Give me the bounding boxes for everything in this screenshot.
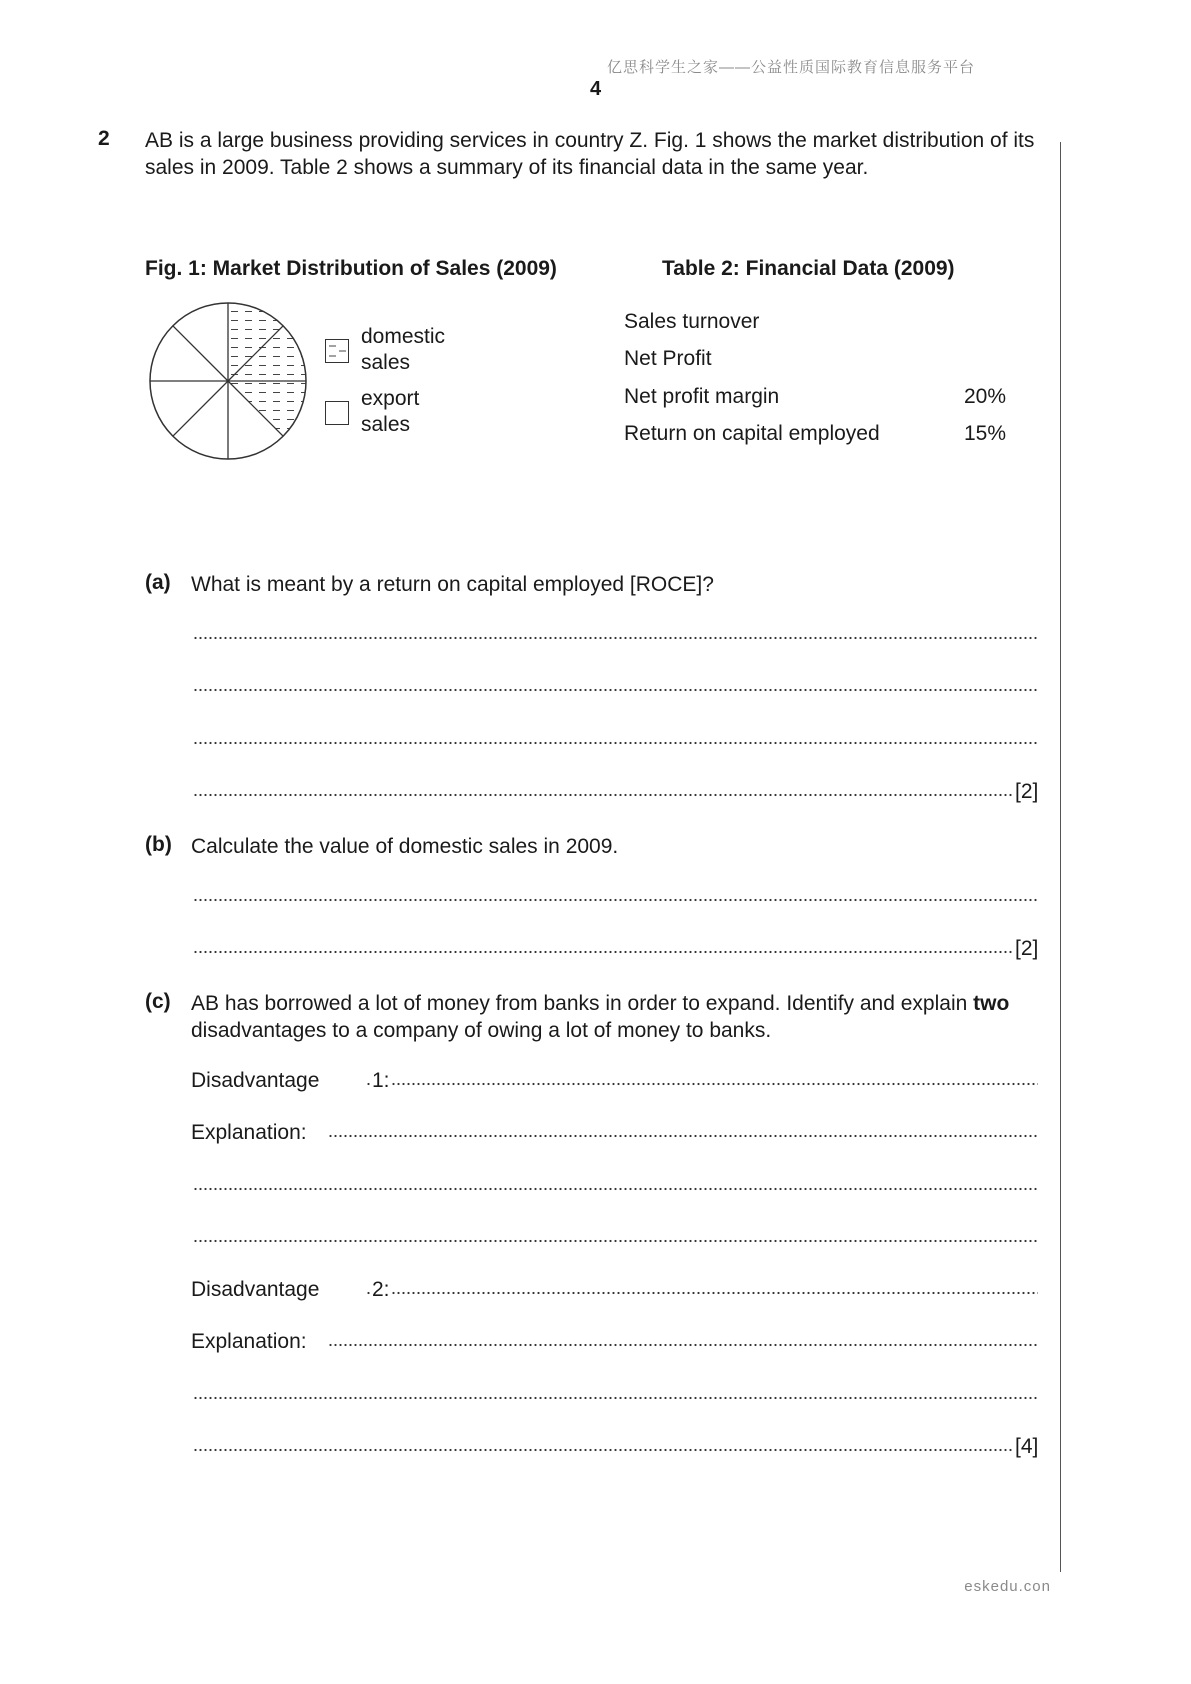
part-a-label: (a) xyxy=(145,571,171,594)
explanation-1-label: Explanation: xyxy=(191,1121,307,1144)
disadvantage-1-label: Disadvantage xyxy=(191,1069,320,1092)
legend-export-line2: sales xyxy=(361,413,411,436)
footer-site: eskedu.con xyxy=(964,1578,1051,1595)
answer-line-c-e2c[interactable] xyxy=(193,1444,1013,1456)
answer-line-a4[interactable] xyxy=(193,789,1013,801)
answer-line-c-e1b[interactable] xyxy=(193,1183,1038,1195)
part-c-text-after: disadvantages to a company of owing a lot of money to banks. xyxy=(191,1019,772,1042)
part-c-text-before: AB has borrowed a lot of money from banks in order to expand. Identify and explain xyxy=(191,992,974,1015)
answer-line-a2[interactable] xyxy=(193,684,1038,696)
legend-export-label xyxy=(361,386,419,438)
pie-chart xyxy=(145,298,311,464)
disadvantage-2-number: 2: xyxy=(372,1278,390,1301)
answer-line-c-d1[interactable] xyxy=(391,1078,1038,1090)
part-b-label: (b) xyxy=(145,833,172,856)
question-intro: AB is a large business providing services in country Z. Fig. 1 shows the market distribution of its sales in 2009. Table 2 shows a summary of its financial data in the same year. xyxy=(145,129,1035,179)
legend-export-line1: export xyxy=(361,387,420,410)
answer-line-c-e1c[interactable] xyxy=(193,1235,1038,1247)
disadvantage-2-label: Disadvantage xyxy=(191,1278,320,1301)
part-b-question: Calculate the value of domestic sales in 2009. xyxy=(191,835,619,858)
answer-line-c-e2[interactable] xyxy=(328,1339,1038,1351)
mark-c: [4] xyxy=(1015,1435,1039,1458)
table-row-label: Net Profit xyxy=(624,347,712,370)
question-number: 2 xyxy=(98,127,110,150)
table-row-label: Net profit margin xyxy=(624,385,780,408)
answer-line-b2[interactable] xyxy=(193,946,1013,958)
header-watermark: 亿思科学生之家——公益性质国际教育信息服务平台 xyxy=(606,59,975,76)
answer-line-a1[interactable] xyxy=(193,632,1038,644)
legend-export-swatch xyxy=(325,401,349,425)
mark-b: [2] xyxy=(1015,937,1039,960)
disadvantage-1-number: 1: xyxy=(372,1069,390,1092)
part-a-question: What is meant by a return on capital employed [ROCE]? xyxy=(191,573,714,596)
answer-line-c-e2b[interactable] xyxy=(193,1392,1038,1404)
legend-domestic-line1: domestic xyxy=(361,325,446,348)
answer-line-b1[interactable] xyxy=(193,894,1038,906)
figure-title: Fig. 1: Market Distribution of Sales (2009) xyxy=(145,257,557,280)
part-c-question xyxy=(191,990,1051,1044)
margin-line xyxy=(1060,142,1061,1572)
explanation-2-label: Explanation: xyxy=(191,1330,307,1353)
part-c-text-bold: two xyxy=(973,992,1010,1015)
page-number: 4 xyxy=(589,78,602,100)
mark-a: [2] xyxy=(1015,780,1039,803)
table-row-value: 20% xyxy=(963,385,1006,408)
table-row-value: 15% xyxy=(963,422,1006,445)
legend-domestic-line2: sales xyxy=(361,351,411,374)
legend-domestic-label xyxy=(361,324,445,376)
answer-line-a3[interactable] xyxy=(193,737,1038,749)
table-title: Table 2: Financial Data (2009) xyxy=(662,257,955,280)
answer-line-c-d2[interactable] xyxy=(391,1287,1038,1299)
table-row-label: Return on capital employed xyxy=(624,422,880,445)
table-row-label: Sales turnover xyxy=(624,310,760,333)
part-c-label: (c) xyxy=(145,990,171,1013)
answer-line-c-e1[interactable] xyxy=(328,1130,1038,1142)
legend-domestic-swatch xyxy=(325,339,349,363)
